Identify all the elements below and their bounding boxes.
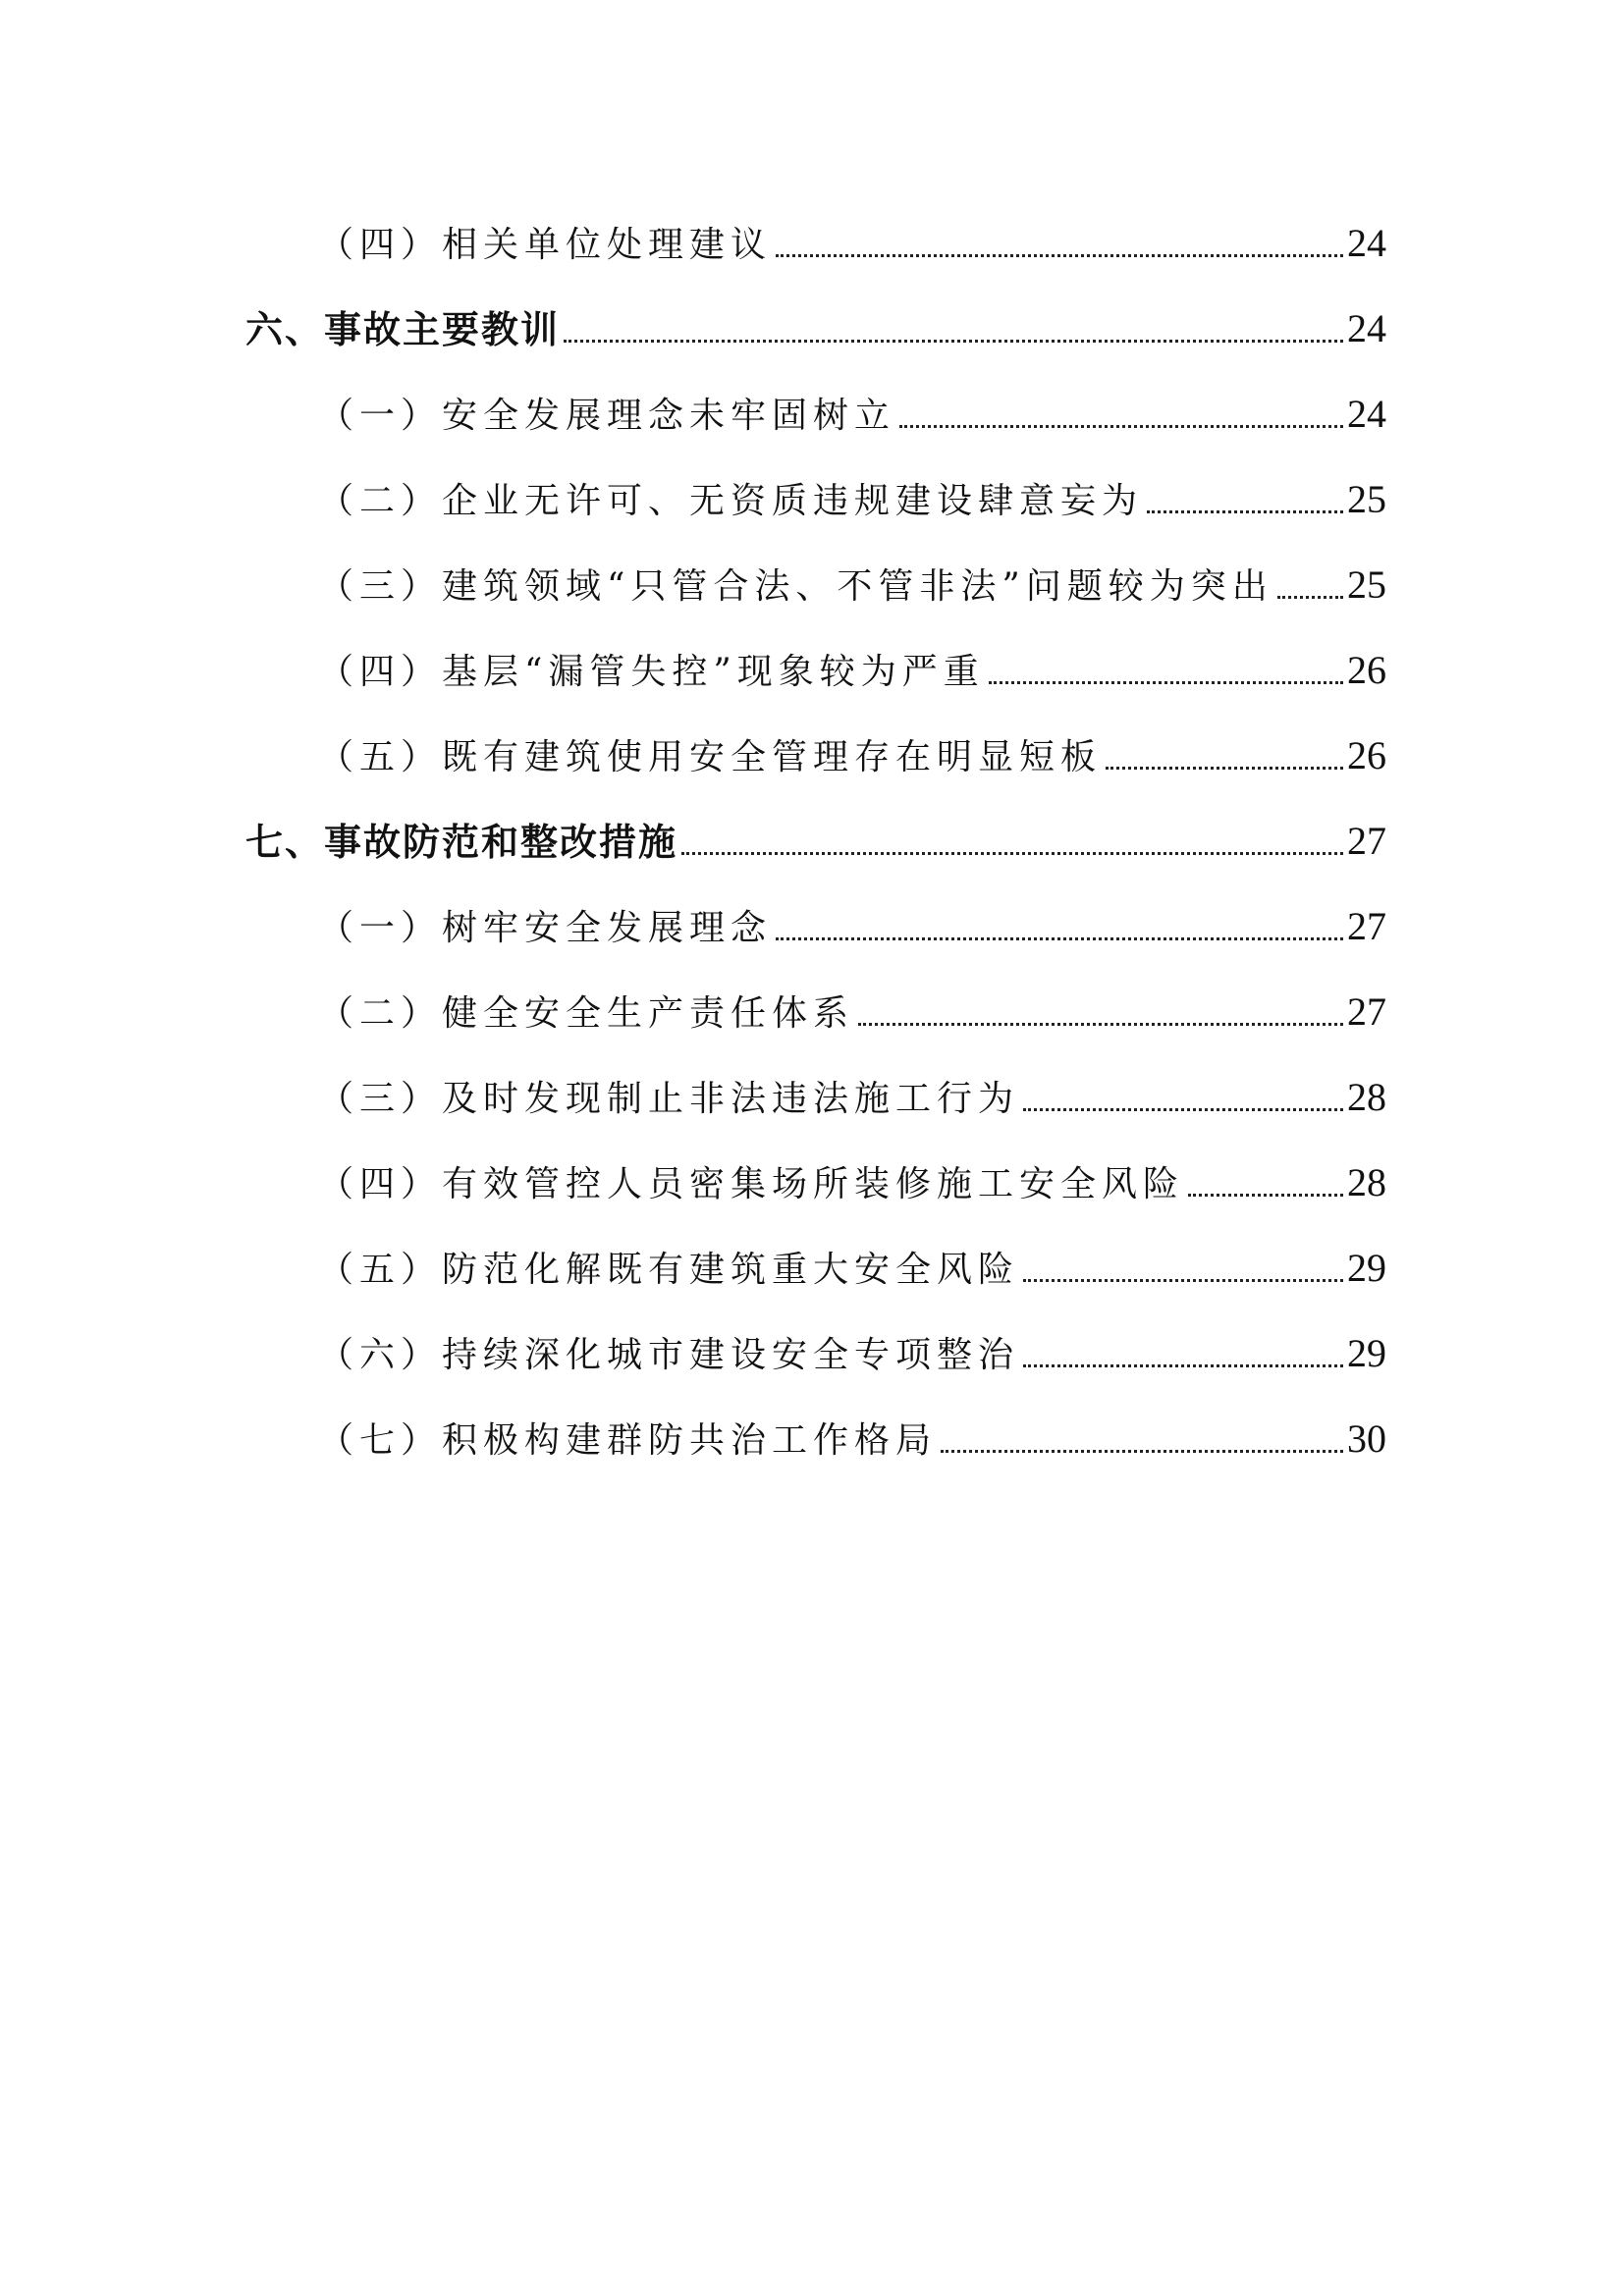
toc-page-number: 27 bbox=[1347, 819, 1386, 863]
toc-dot-leader bbox=[1023, 1279, 1343, 1282]
toc-page-number: 24 bbox=[1347, 306, 1386, 350]
toc-entry-7-4 bbox=[318, 1146, 1386, 1206]
toc-entry-title: （六）持续深化城市建设安全专项整治 bbox=[318, 1335, 1020, 1375]
toc-dot-leader bbox=[941, 1450, 1343, 1453]
toc-dot-leader bbox=[1106, 767, 1343, 770]
toc-entry-title: （四）相关单位处理建议 bbox=[318, 225, 773, 265]
toc-entry-6-2 bbox=[318, 462, 1386, 523]
toc-entry-title: （三）及时发现制止非法违法施工行为 bbox=[318, 1079, 1020, 1119]
toc-page-number: 26 bbox=[1347, 648, 1386, 692]
toc-section-title: 六、事故主要教训 bbox=[245, 308, 561, 351]
toc-entry-7-5 bbox=[318, 1231, 1386, 1292]
toc-dot-leader bbox=[1147, 510, 1343, 513]
toc-entry-title: （一）树牢安全发展理念 bbox=[318, 908, 773, 948]
toc-entry-7-6 bbox=[318, 1316, 1386, 1377]
toc-entry-6-4 bbox=[318, 633, 1386, 694]
toc-dot-leader bbox=[858, 1023, 1343, 1026]
toc-page-number: 27 bbox=[1347, 989, 1386, 1034]
toc-dot-leader bbox=[1023, 1108, 1343, 1111]
toc-dot-leader bbox=[681, 852, 1343, 855]
toc-entry-title: （二）健全安全生产责任体系 bbox=[318, 993, 855, 1034]
toc-entry-title: （二）企业无许可、无资质违规建设肆意妄为 bbox=[318, 481, 1144, 521]
toc-page-number: 25 bbox=[1347, 477, 1386, 521]
toc-entry-6-5 bbox=[318, 719, 1386, 779]
toc-entry-title: （五）防范化解既有建筑重大安全风险 bbox=[318, 1250, 1020, 1290]
toc-page-number: 28 bbox=[1347, 1160, 1386, 1204]
toc-page-number: 26 bbox=[1347, 733, 1386, 777]
toc-dot-leader bbox=[1277, 596, 1343, 599]
toc-entry-7-2 bbox=[318, 975, 1386, 1036]
toc-entry-7-3 bbox=[318, 1060, 1386, 1121]
toc-entry-title: （一）安全发展理念未牢固树立 bbox=[318, 396, 896, 436]
toc-entry-title: （七）积极构建群防共治工作格局 bbox=[318, 1420, 938, 1461]
toc-dot-leader bbox=[564, 340, 1343, 343]
toc-dot-leader bbox=[776, 254, 1343, 257]
toc-page-number: 30 bbox=[1347, 1416, 1386, 1461]
toc-entry-7-1 bbox=[318, 889, 1386, 950]
toc-entry-title: （四）有效管控人员密集场所装修施工安全风险 bbox=[318, 1164, 1185, 1204]
toc-entry-title: （五）既有建筑使用安全管理存在明显短板 bbox=[318, 737, 1103, 777]
toc-page-number: 29 bbox=[1347, 1246, 1386, 1290]
toc-section-7-measures bbox=[245, 804, 1386, 865]
toc-page-number: 29 bbox=[1347, 1331, 1386, 1375]
toc-entry-title: （四）基层“漏管失控”现象较为严重 bbox=[318, 652, 985, 692]
toc-page-number: 28 bbox=[1347, 1075, 1386, 1119]
toc-page-number: 24 bbox=[1347, 221, 1386, 265]
toc-section-6-lessons bbox=[245, 292, 1386, 352]
toc-entry-4-recommendations bbox=[318, 206, 1386, 267]
toc-section-title: 七、事故防范和整改措施 bbox=[245, 821, 678, 864]
toc-entry-6-3 bbox=[318, 548, 1386, 609]
toc-page-number: 25 bbox=[1347, 562, 1386, 607]
toc-entry-6-1 bbox=[318, 377, 1386, 438]
toc-dot-leader bbox=[1188, 1194, 1343, 1197]
toc-page-number: 27 bbox=[1347, 904, 1386, 948]
toc-dot-leader bbox=[776, 937, 1343, 940]
toc-page-number: 24 bbox=[1347, 392, 1386, 436]
toc-dot-leader bbox=[989, 681, 1343, 684]
toc-dot-leader bbox=[1023, 1364, 1343, 1367]
toc-dot-leader bbox=[899, 425, 1343, 428]
toc-entry-title: （三）建筑领域“只管合法、不管非法”问题较为突出 bbox=[318, 566, 1273, 607]
toc-entry-7-7 bbox=[318, 1402, 1386, 1463]
